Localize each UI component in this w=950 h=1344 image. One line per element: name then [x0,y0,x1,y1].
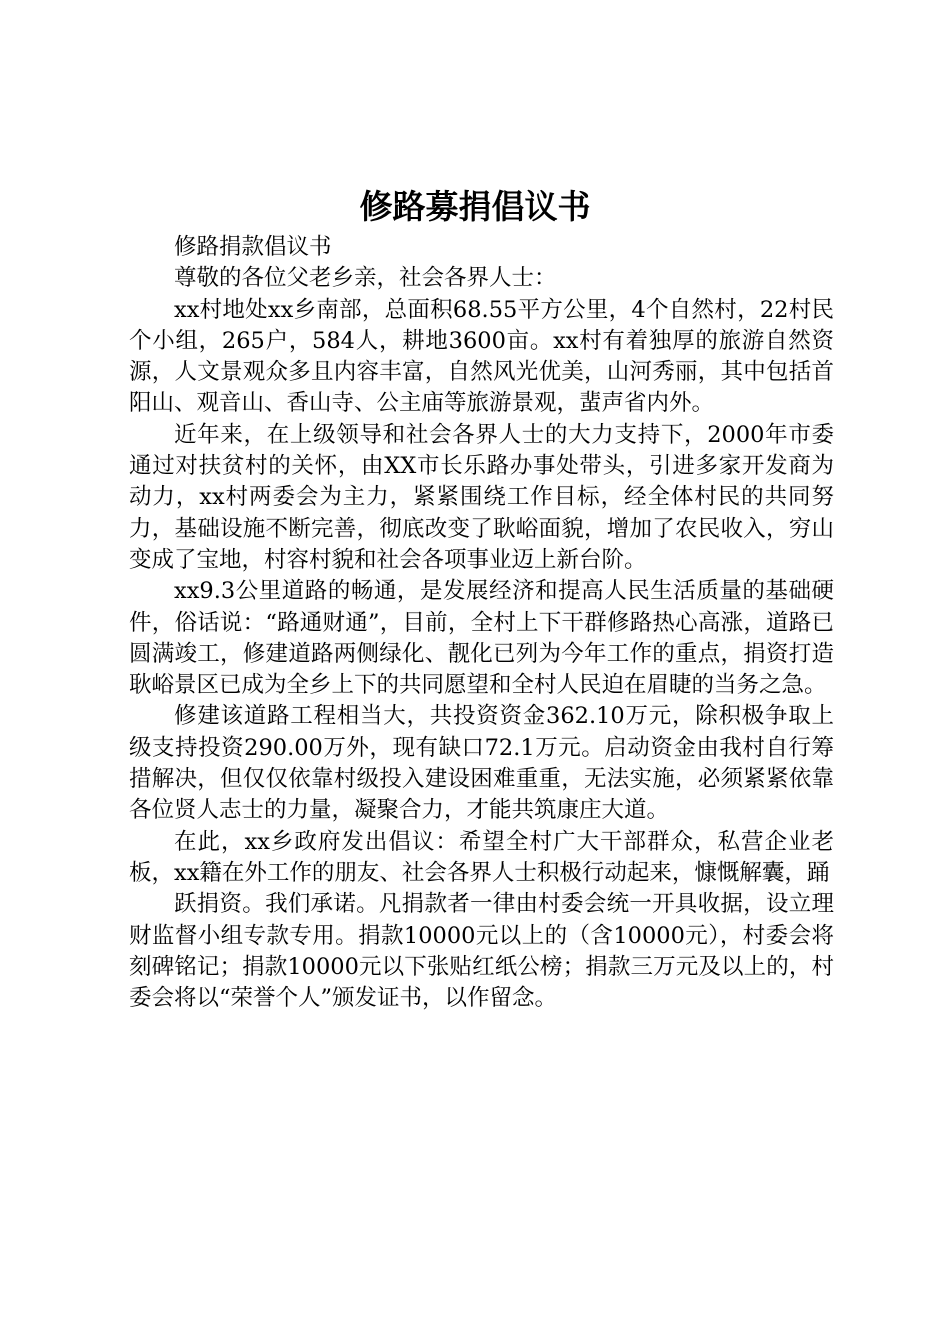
paragraph-road-importance: xx9.3公里道路的畅通，是发展经济和提高人民生活质量的基础硬件，俗话说：“路通财通”，目前，全村上下干群修路热心高涨，道路已圆满竣工，修建道路两侧绿化、靓化已列为今年工作的重点，捐资打造耿峪景区已成为全乡上下的共同愿望和全村人民迫在眉睫的当务之急。 [129,578,834,699]
paragraph-village-intro: xx村地处xx乡南部，总面积68.55平方公里，4个自然村，22村民个小组，265户，584人，耕地3600亩。xx村有着独厚的旅游自然资源，人文景观众多且内容丰富，自然风光优美，山河秀丽，其中包括首阳山、观音山、香山寺、公主庙等旅游景观，蜚声省内外。 [129,296,834,417]
document-title: 修路募捐倡议书 [359,187,591,226]
paragraph-funding-gap: 修建该道路工程相当大，共投资资金362.10万元，除积极争取上级支持投资290.00万外，现有缺口72.1万元。启动资金由我村自行筹措解决，但仅仅依靠村级投入建设困难重重，无法实施，必须紧紧依靠各位贤人志士的力量，凝聚合力，才能共筑康庄大道。 [129,703,834,824]
paragraph-salutation: 尊敬的各位父老乡亲，社会各界人士： [174,265,557,292]
paragraph-recent-years: 近年来，在上级领导和社会各界人士的大力支持下，2000年市委通过对扶贫村的关怀，由XX市长乐路办事处带头，引进多家开发商为动力，xx村两委会为主力，紧紧围绕工作目标，经全体村民的共同努力，基础设施不断完善，彻底改变了耿峪面貌，增加了农民收入，穷山变成了宝地，村容村貌和社会各项事业迈上新台阶。 [129,421,834,573]
paragraph-initiative: 在此，xx乡政府发出倡议：希望全村广大干部群众，私营企业老板，xx籍在外工作的朋友、社会各界人士积极行动起来，慷慨解囊，踊 [129,828,834,886]
paragraph-subtitle: 修路捐款倡议书 [174,234,332,260]
paragraph-commitment: 跃捐资。我们承诺。凡捐款者一律由村委会统一开具收据，设立理财监督小组专款专用。捐款10000元以上的（含10000元），村委会将刻碑铭记；捐款10000元以下张贴红纸公榜；捐款三万元及以上的，村委会将以“荣誉个人”颁发证书，以作留念。 [129,891,834,1012]
document-body [129,232,834,1014]
